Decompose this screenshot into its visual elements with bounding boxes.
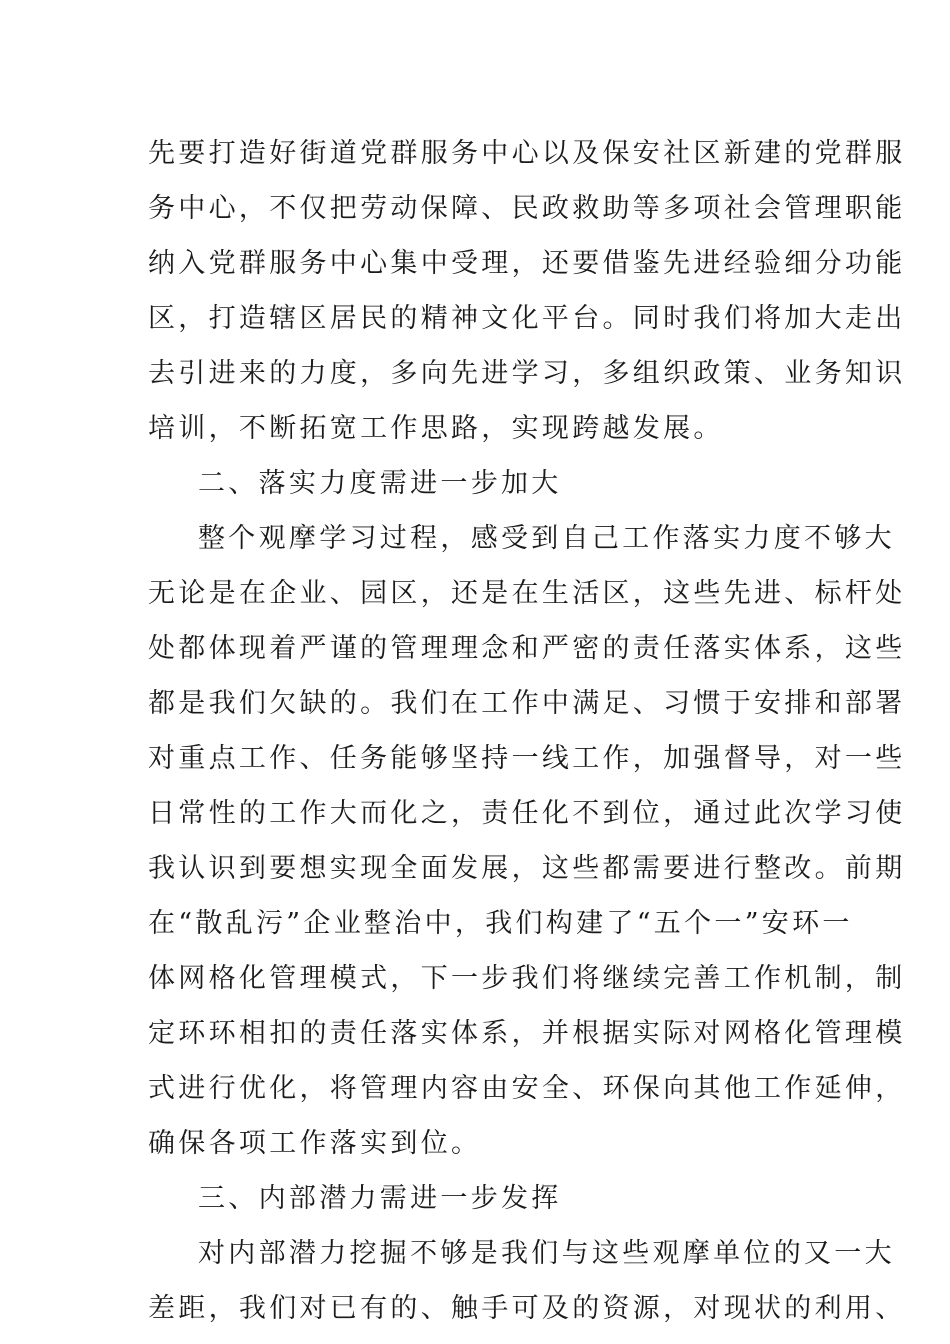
text-line: 无论是在企业、园区，还是在生活区，这些先进、标杆处 [148,578,906,609]
text-line: 在“散乱污”企业整治中，我们构建了“五个一”安环一 [148,908,853,939]
text-line: 式进行优化，将管理内容由安全、环保向其他工作延伸， [148,1073,906,1104]
text-line: 我认识到要想实现全面发展，这些都需要进行整改。前期 [148,853,906,884]
text-line: 先要打造好街道党群服务中心以及保安社区新建的党群服 [148,138,906,169]
text-line: 纳入党群服务中心集中受理，还要借鉴先进经验细分功能 [148,248,906,279]
section-heading: 三、内部潜力需进一步发挥 [198,1183,562,1214]
text-line: 差距，我们对已有的、触手可及的资源，对现状的利用、 [148,1293,906,1324]
text-line: 对内部潜力挖掘不够是我们与这些观摩单位的又一大 [198,1238,895,1269]
text-line: 整个观摩学习过程，感受到自己工作落实力度不够大 [198,523,895,554]
text-line: 培训，不断拓宽工作思路，实现跨越发展。 [148,413,724,444]
text-line: 日常性的工作大而化之，责任化不到位，通过此次学习使 [148,798,906,829]
text-line: 都是我们欠缺的。我们在工作中满足、习惯于安排和部署 [148,688,906,719]
text-line: 去引进来的力度，多向先进学习，多组织政策、业务知识 [148,358,906,389]
text-line: 区，打造辖区居民的精神文化平台。同时我们将加大走出 [148,303,906,334]
section-heading: 二、落实力度需进一步加大 [198,468,562,499]
text-line: 务中心，不仅把劳动保障、民政救助等多项社会管理职能 [148,193,906,224]
text-line: 定环环相扣的责任落实体系，并根据实际对网格化管理模 [148,1018,906,1049]
text-line: 处都体现着严谨的管理理念和严密的责任落实体系，这些 [148,633,906,664]
text-line: 对重点工作、任务能够坚持一线工作，加强督导，对一些 [148,743,906,774]
text-line: 确保各项工作落实到位。 [148,1128,482,1159]
text-line: 体网格化管理模式，下一步我们将继续完善工作机制，制 [148,963,906,994]
